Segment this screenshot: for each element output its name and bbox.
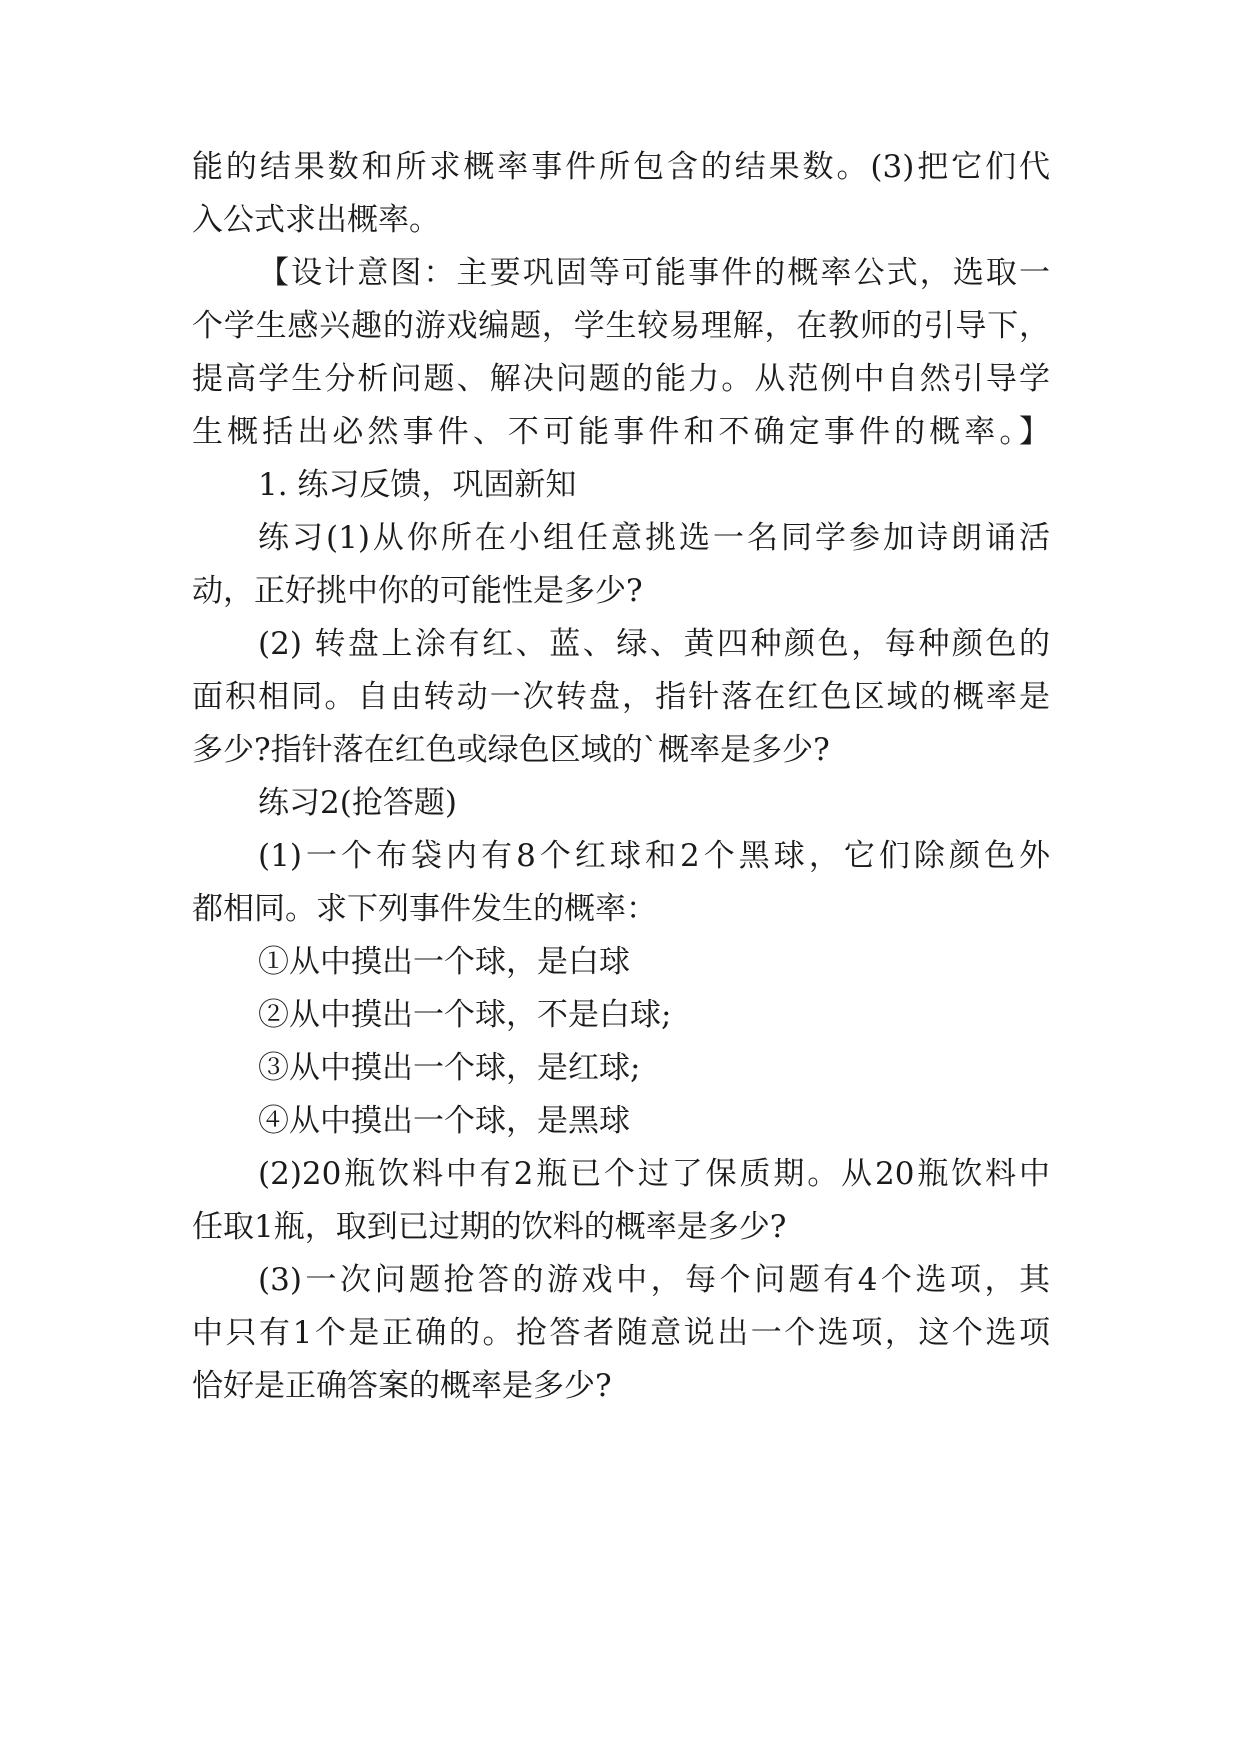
- list-item: ④从中摸出一个球，是黑球: [258, 1103, 630, 1139]
- exercise-line: 任取1瓶，取到已过期的饮料的概率是多少?: [192, 1209, 787, 1245]
- section-heading: 1. 练习反馈，巩固新知: [258, 467, 577, 503]
- design-intent-line: 生概括出必然事件、不可能事件和不确定事件的概率。】: [192, 414, 1050, 450]
- exercise-line: 都相同。求下列事件发生的概率：: [192, 891, 657, 927]
- exercise-line: 中只有1个是正确的。抢答者随意说出一个选项，这个选项: [192, 1315, 1050, 1351]
- exercise-line: 动，正好挑中你的可能性是多少?: [192, 573, 643, 609]
- exercise-line: (3)一次问题抢答的游戏中，每个问题有4个选项，其: [258, 1262, 1050, 1298]
- design-intent-line: 提高学生分析问题、解决问题的能力。从范例中自然引导学: [192, 361, 1050, 397]
- paragraph-line: 能的结果数和所求概率事件所包含的结果数。(3)把它们代: [192, 149, 1050, 185]
- exercise-line: (2) 转盘上涂有红、蓝、绿、黄四种颜色，每种颜色的: [258, 626, 1050, 662]
- exercise-line: (1)一个布袋内有8个红球和2个黑球，它们除颜色外: [258, 838, 1050, 874]
- exercise-line: 面积相同。自由转动一次转盘，指针落在红色区域的概率是: [192, 679, 1050, 715]
- list-item: ①从中摸出一个球，是白球: [258, 944, 630, 980]
- design-intent-line: 【设计意图：主要巩固等可能事件的概率公式，选取一: [258, 255, 1050, 291]
- list-item: ③从中摸出一个球，是红球;: [258, 1050, 641, 1086]
- exercise-line: (2)20瓶饮料中有2瓶已个过了保质期。从20瓶饮料中: [258, 1156, 1050, 1192]
- design-intent-line: 个学生感兴趣的游戏编题，学生较易理解，在教师的引导下，: [192, 308, 1050, 344]
- paragraph-line: 入公式求出概率。: [192, 202, 440, 238]
- exercise-line: 恰好是正确答案的概率是多少?: [192, 1368, 612, 1404]
- exercise-line: 多少?指针落在红色或绿色区域的`概率是多少?: [192, 732, 830, 768]
- exercise-heading: 练习2(抢答题): [258, 785, 457, 821]
- list-item: ②从中摸出一个球，不是白球;: [258, 997, 672, 1033]
- exercise-line: 练习(1)从你所在小组任意挑选一名同学参加诗朗诵活: [258, 520, 1050, 556]
